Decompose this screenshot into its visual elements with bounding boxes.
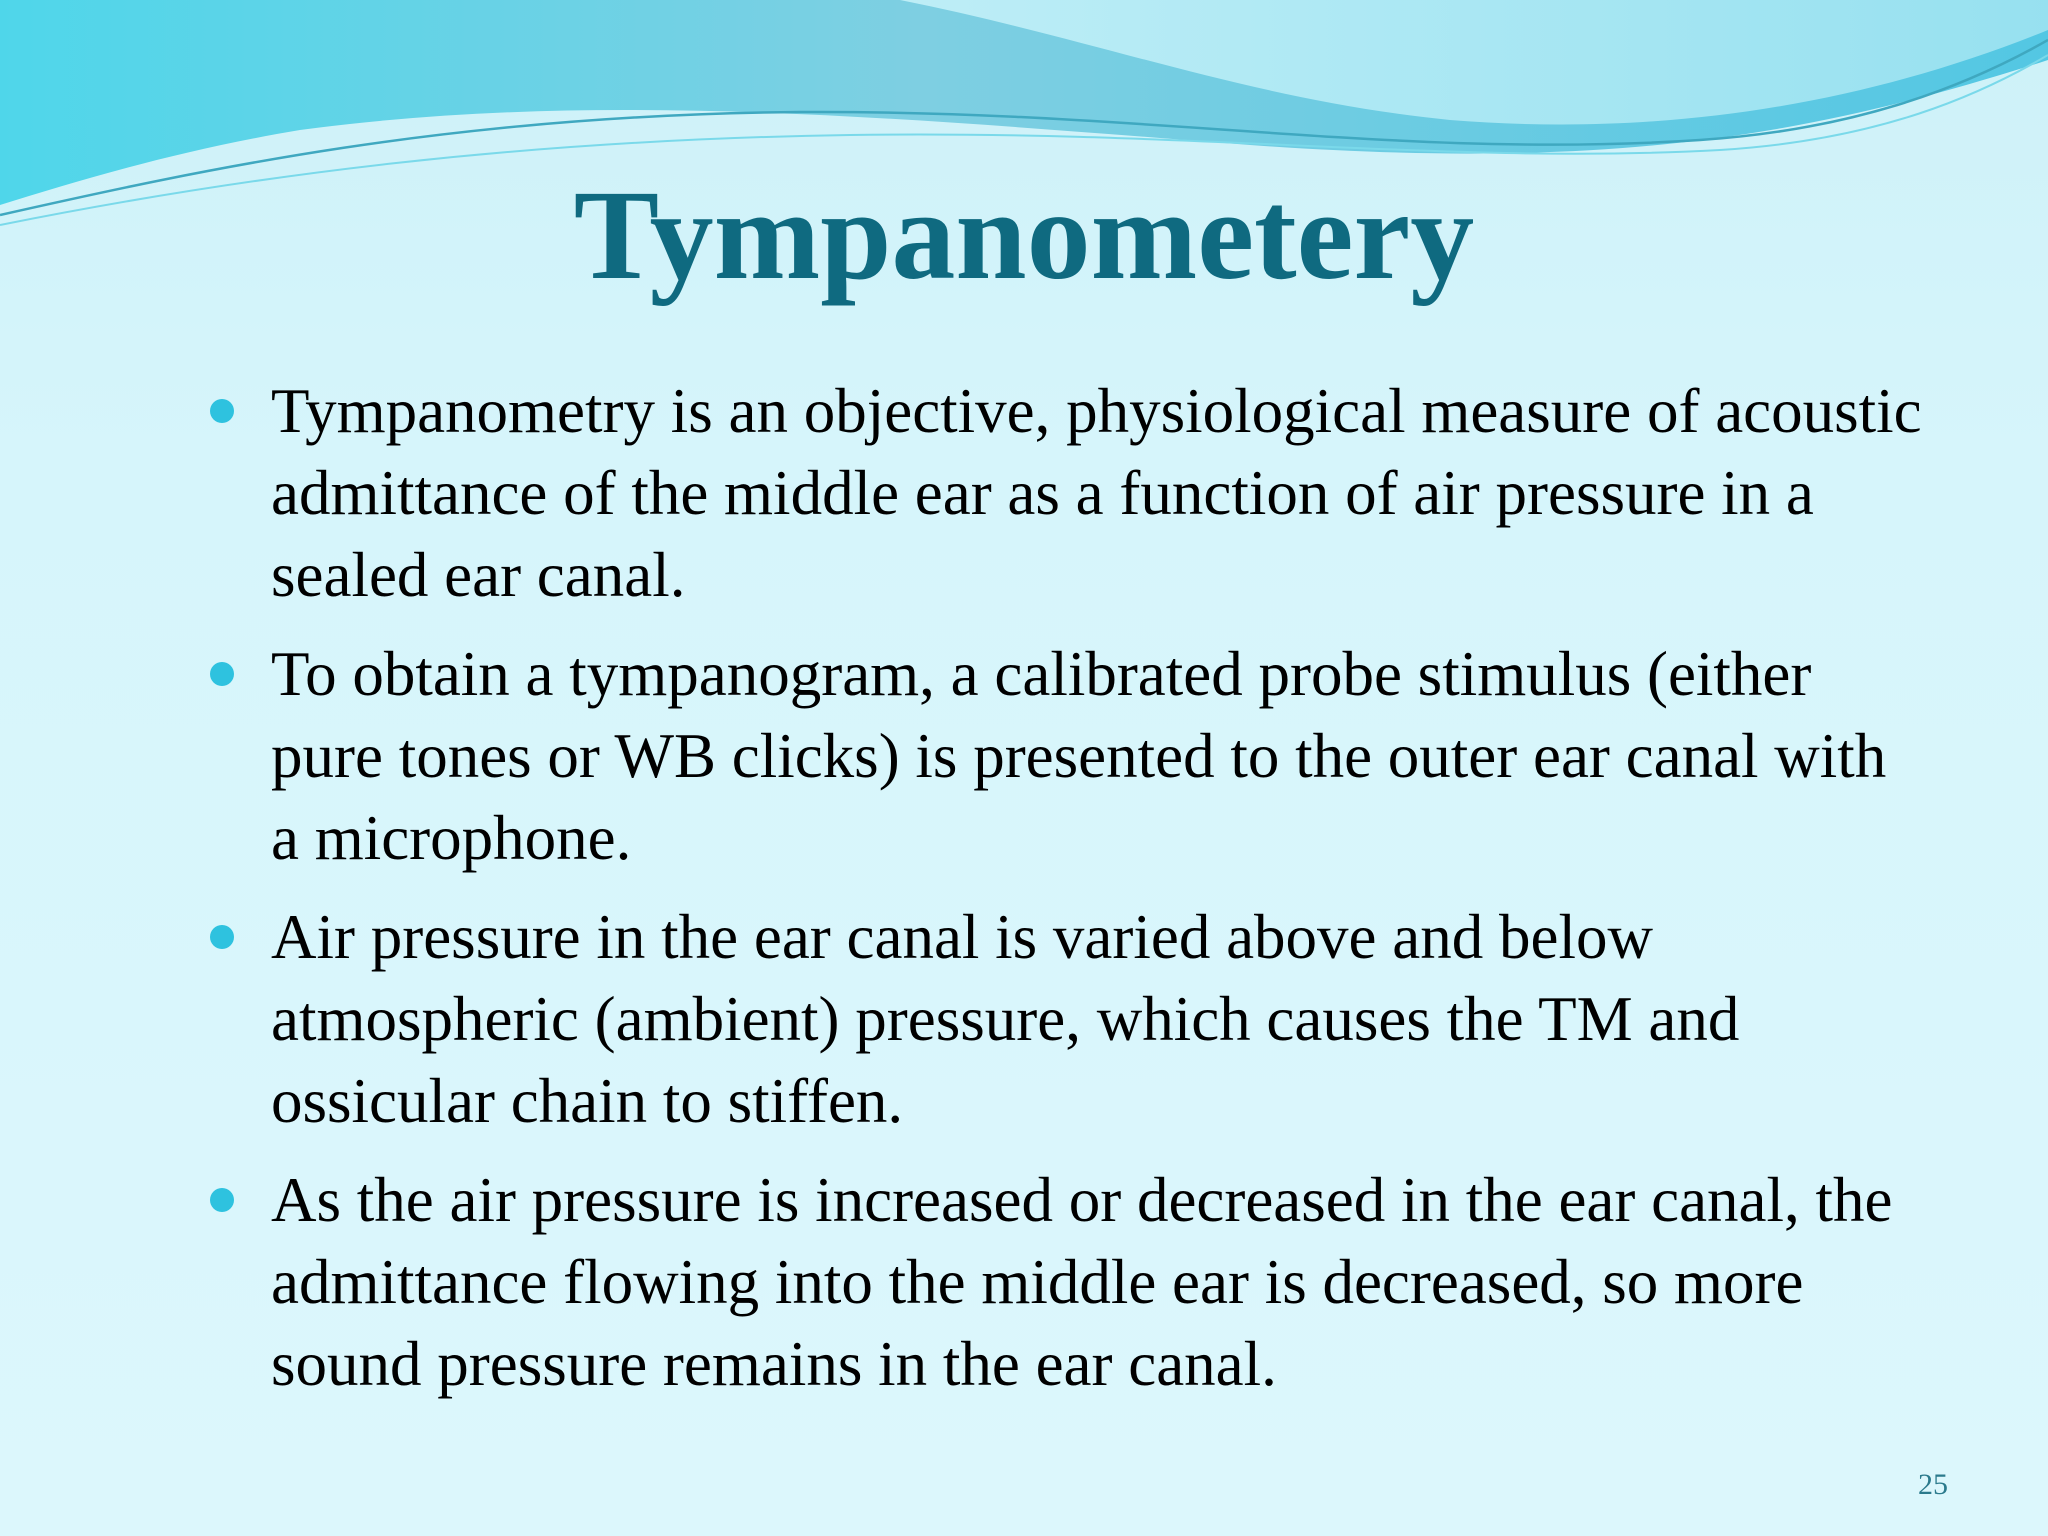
bullet-item	[205, 633, 1925, 879]
bullet-text: To obtain a tympanogram, a calibrated probe stimulus (either pure tones or WB clicks) is presented to the outer ear canal with a microphone.	[271, 639, 1887, 873]
bullet-dot-icon	[210, 662, 234, 686]
bullet-item	[205, 1159, 1925, 1405]
slide-title: Tympanometery	[573, 164, 1475, 306]
bullet-list	[205, 370, 1925, 1422]
bullet-text: Tympanometry is an objective, physiological measure of acoustic admittance of the middle ear as a function of air pressure in a sealed ear canal.	[271, 376, 1922, 610]
bullet-dot-icon	[210, 925, 234, 949]
bullet-item	[205, 896, 1925, 1142]
bullet-item	[205, 370, 1925, 616]
bullet-text: Air pressure in the ear canal is varied above and below atmospheric (ambient) pressure, which causes the TM and ossicular chain to stiffen.	[271, 902, 1740, 1136]
page-number: 25	[1918, 1468, 1948, 1501]
bullet-dot-icon	[210, 1188, 234, 1212]
bullet-text: As the air pressure is increased or decreased in the ear canal, the admittance flowing into the middle ear is decreased, so more sound pressure remains in the ear canal.	[271, 1165, 1893, 1399]
bullet-dot-icon	[210, 399, 234, 423]
